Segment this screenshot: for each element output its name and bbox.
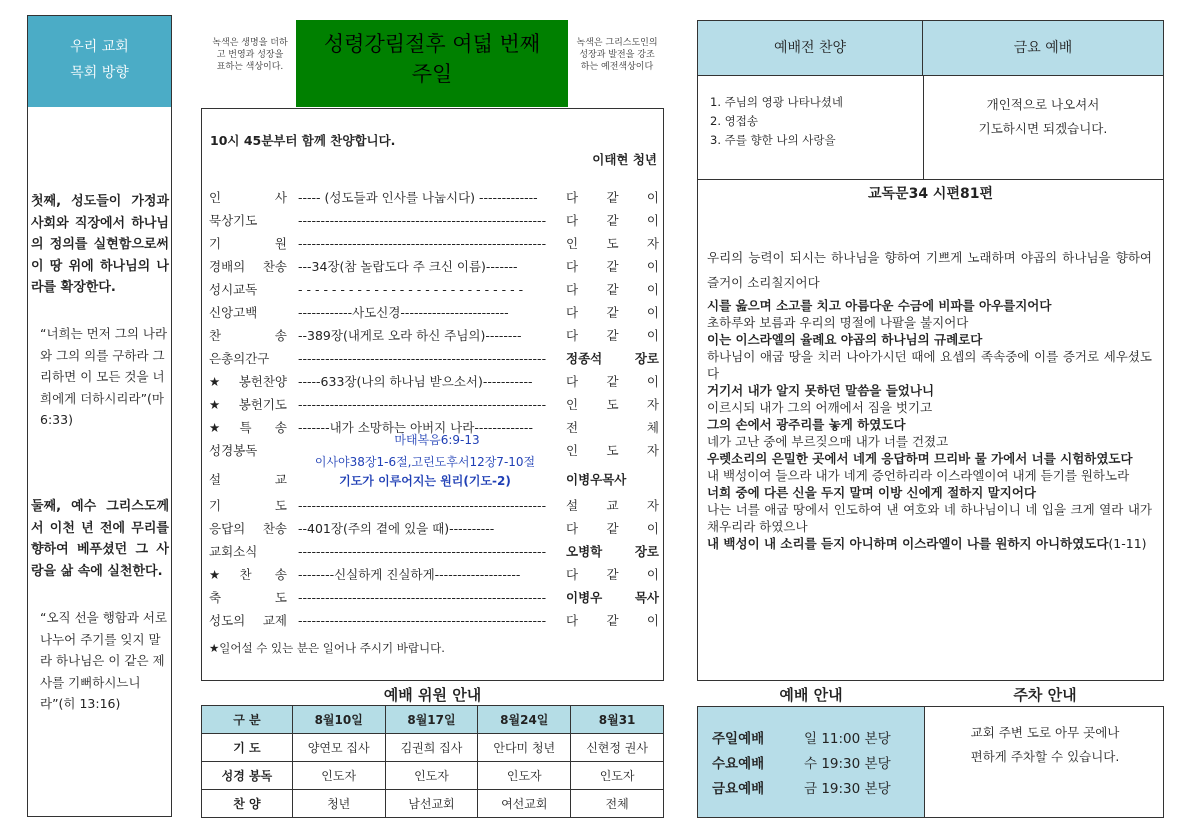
list-item: 1. 주님의 영광 나타나셨네 xyxy=(710,95,844,109)
green-note-left: 녹색은 생명을 더하고 번영과 성장을 표하는 색상이다. xyxy=(212,38,288,72)
order-row xyxy=(209,609,661,632)
psalm-line-text: 이르시되 내가 그의 어깨에서 짐을 벗기고 xyxy=(707,400,933,415)
title-line-2: 주일 xyxy=(411,62,453,86)
order-who: 다 같 이 xyxy=(566,259,659,274)
staff-cell: 여선교회 xyxy=(478,790,571,818)
church-direction-panel xyxy=(27,15,172,817)
order-row xyxy=(209,370,661,393)
service-name: 수요예배 xyxy=(712,756,765,772)
order-content: ------------------------------------------------------- xyxy=(298,613,547,628)
order-item: 은총의간구 xyxy=(209,351,270,366)
heading-line-2: 목회 방향 xyxy=(70,65,129,81)
direction-verse-1: “너희는 먼저 그의 나라와 그의 의를 구하라 그리하면 이 모든 것을 너희에게 더하시리라”(마 6:33) xyxy=(40,326,168,427)
psalm-line xyxy=(707,382,1152,399)
order-who: 다 같 이 xyxy=(566,374,659,389)
order-item: 신앙고백 xyxy=(209,305,258,320)
order-content: ------------------------------------------------------- xyxy=(298,590,547,605)
order-row xyxy=(209,393,661,416)
friday-worship-title: 금요 예배 xyxy=(923,21,1163,76)
psalm-line-text: 우렛소리의 은밀한 곳에서 네게 응답하며 므리바 물 가에서 너를 시험하였도다 xyxy=(707,451,1133,466)
order-row xyxy=(209,540,661,563)
direction-verse-2: “오직 선을 행함과 서로 나누어 주기를 잊지 말라 하나님은 이 같은 제사를 기뻐하시느니라”(히 13:16) xyxy=(40,610,168,711)
green-note-right: 녹색은 그리스도인의 성장과 발전을 강조하는 예전색상이다 xyxy=(576,38,658,72)
staff-cell: 인도자 xyxy=(292,762,385,790)
order-content: ------------------------------------------------------- xyxy=(298,351,547,366)
order-who: 다 같 이 xyxy=(566,521,659,536)
parking-line-2: 편하게 주차할 수 있습니다. xyxy=(970,749,1120,764)
worship-info-title: 예배 안내 xyxy=(779,686,843,704)
order-who: 다 같 이 xyxy=(566,613,659,628)
praise-leader: 이태현 청년 xyxy=(592,152,657,167)
church-direction-heading xyxy=(28,16,171,107)
order-row xyxy=(209,494,661,517)
order-row xyxy=(209,301,661,324)
heading-line-1: 우리 교회 xyxy=(70,39,129,55)
order-item: 인 사 xyxy=(209,190,287,205)
psalm-line-text: 시를 읊으며 소고를 치고 아름다운 수금에 비파를 아우를지어다 xyxy=(707,298,1052,313)
order-item: 성시교독 xyxy=(209,282,258,297)
direction-point-1: 첫째, 성도들이 가정과 사회와 직장에서 하나님의 정의를 실현함으로써 이 땅 위에 하나님의 나라를 확장한다. xyxy=(31,194,169,295)
friday-line-2: 기도하시면 되겠습니다. xyxy=(978,121,1108,136)
order-row xyxy=(209,324,661,347)
order-row xyxy=(209,563,661,586)
order-content: --401장(주의 곁에 있을 때)---------- xyxy=(298,521,495,536)
staff-cell: 안다미 청년 xyxy=(478,734,571,762)
order-content: ------------------------------------------------------- xyxy=(298,236,547,251)
order-who: 다 같 이 xyxy=(566,213,659,228)
psalm-line-text: 이는 이스라엘의 율례요 야곱의 하나님의 규례로다 xyxy=(707,332,983,347)
staff-cell: 김권희 집사 xyxy=(385,734,478,762)
order-row xyxy=(209,186,661,209)
psalm-line-text: 네가 고난 중에 부르짖으매 내가 너를 건졌고 xyxy=(707,434,949,449)
order-content: -------내가 소망하는 아버지 나라------------- xyxy=(298,420,533,435)
service-times xyxy=(698,707,925,817)
order-row xyxy=(209,347,661,370)
staff-cell: 인도자 xyxy=(385,762,478,790)
staff-header-cell: 8월17일 xyxy=(385,706,478,734)
staff-cell: 양연모 집사 xyxy=(292,734,385,762)
order-row xyxy=(209,517,661,540)
service-time: 금 19:30 본당 xyxy=(804,781,891,797)
order-who: 정종석 장로 xyxy=(566,351,659,366)
psalm-line-text: 내 백성이여 들으라 내가 네게 증언하리라 이스라엘이여 내게 듣기를 원하노라 xyxy=(707,468,1130,483)
order-content: - - - - - - - - - - - - - - - - - - - - - - - - - - - xyxy=(298,282,524,297)
staff-header-cell: 구 분 xyxy=(202,706,293,734)
staff-header-row xyxy=(202,706,664,734)
order-content: ------------------------------------------------------- xyxy=(298,544,547,559)
staff-cell: 신현정 권사 xyxy=(571,734,664,762)
order-row xyxy=(209,586,661,609)
order-row xyxy=(209,278,661,301)
order-content: ------------------------------------------------------- xyxy=(298,213,547,228)
order-content: ------------사도신경------------------------ xyxy=(298,305,509,320)
psalm-line-text: 내 백성이 내 소리를 듣지 아니하며 이스라엘이 나를 원하지 아니하였도다 xyxy=(707,536,1109,551)
right-panel xyxy=(697,20,1164,681)
worship-staff-table xyxy=(201,705,664,818)
scripture-reading-2: 이사야38장1-6절,고린도후서12장7-10절 xyxy=(314,455,536,469)
order-item: ★봉헌찬양 xyxy=(209,374,287,389)
service-name: 금요예배 xyxy=(712,781,765,797)
table-row xyxy=(202,762,664,790)
staff-header-cell: 8월24일 xyxy=(478,706,571,734)
staff-cell: 인도자 xyxy=(478,762,571,790)
order-content: ----- (성도들과 인사를 나눕시다) ------------- xyxy=(298,190,538,205)
table-row xyxy=(202,734,664,762)
order-who: 다 같 이 xyxy=(566,282,659,297)
order-who: 인 도 자 xyxy=(566,443,659,458)
order-content: --------신실하게 진실하게------------------- xyxy=(298,567,521,582)
service-wednesday xyxy=(712,752,891,772)
order-item: 묵상기도 xyxy=(209,213,258,228)
list-item: 2. 영접송 xyxy=(710,114,758,128)
psalm-line xyxy=(707,245,1152,295)
psalm-line-text: 초하루와 보름과 우리의 명절에 나팔을 불지어다 xyxy=(707,315,969,330)
pre-worship-title: 예배전 찬양 xyxy=(698,21,923,76)
psalm-line xyxy=(707,348,1152,382)
order-who: 오병학 장로 xyxy=(566,544,659,559)
order-item: 찬 송 xyxy=(209,328,287,343)
psalm-title: 교독문34 시편81편 xyxy=(868,186,993,202)
staff-title: 예배 위원 안내 xyxy=(383,686,482,704)
parking-line-1: 교회 주변 도로 아무 곳에나 xyxy=(970,725,1120,740)
order-content: --389장(내게로 오라 하신 주님의)-------- xyxy=(298,328,522,343)
order-item: 교회소식 xyxy=(209,544,258,559)
order-content: ------------------------------------------------------- xyxy=(298,397,547,412)
staff-header-cell: 8월31 xyxy=(571,706,664,734)
title-line-1: 성령강림절후 여덟 번째 xyxy=(323,32,541,56)
psalm-line-text: 하나님이 애굽 땅을 치러 나아가시던 때에 요셉의 족속중에 이를 증거로 세우셨도다 xyxy=(707,349,1152,381)
psalm-line-text: 그의 손에서 광주리를 놓게 하였도다 xyxy=(707,417,906,432)
order-of-worship xyxy=(201,108,664,681)
psalm-line xyxy=(707,450,1152,467)
staff-role: 성경 봉독 xyxy=(202,762,293,790)
service-sunday xyxy=(712,727,891,747)
psalm-line-text: 나는 너를 애굽 땅에서 인도하여 낸 여호와 네 하나님이니 네 입을 크게 열라 내가 채우리라 하였으나 xyxy=(707,502,1152,534)
parking-title: 주차 안내 xyxy=(1013,686,1077,704)
psalm-line xyxy=(707,467,1152,484)
responsive-reading xyxy=(707,245,1152,552)
order-who: 이병우 목사 xyxy=(566,590,659,605)
order-content: ---34장(참 놀랍도다 주 크신 이름)------- xyxy=(298,259,518,274)
staff-cell: 남선교회 xyxy=(385,790,478,818)
order-item: 성도의 교제 xyxy=(209,613,287,628)
order-who: 이병우목사 xyxy=(566,472,627,487)
order-item: ★특 송 xyxy=(209,420,287,435)
psalm-verse-range: (1-11) xyxy=(1108,536,1147,551)
friday-worship-text xyxy=(924,93,1162,141)
psalm-line-text: 거기서 내가 알지 못하던 말씀을 들었나니 xyxy=(707,383,935,398)
staff-cell: 전체 xyxy=(571,790,664,818)
staff-cell: 인도자 xyxy=(571,762,664,790)
order-who: 전 체 xyxy=(566,420,659,435)
psalm-line xyxy=(707,314,1152,331)
divider xyxy=(698,179,1163,180)
order-who: 다 같 이 xyxy=(566,328,659,343)
list-item: 3. 주를 향한 나의 사랑을 xyxy=(710,133,836,147)
order-item: ★봉헌기도 xyxy=(209,397,287,412)
stand-note: ★일어설 수 있는 분은 일어나 주시기 바랍니다. xyxy=(209,641,445,655)
order-item: 기 원 xyxy=(209,236,287,251)
pre-worship-songs xyxy=(710,93,843,150)
order-row xyxy=(209,232,661,255)
psalm-line xyxy=(707,501,1152,535)
order-who: 설 교 자 xyxy=(566,498,659,513)
psalm-line xyxy=(707,399,1152,416)
info-box xyxy=(697,706,1164,818)
friday-line-1: 개인적으로 나오셔서 xyxy=(986,97,1100,112)
direction-point-2: 둘째, 예수 그리스도께서 이천 년 전에 무리를 향하여 베푸셨던 그 사랑을 삶 속에 실천한다. xyxy=(31,499,169,579)
order-item: 응답의 찬송 xyxy=(209,521,287,536)
psalm-line xyxy=(707,416,1152,433)
staff-header-cell: 8월10일 xyxy=(292,706,385,734)
order-item: 경배의 찬송 xyxy=(209,259,287,274)
order-who: 다 같 이 xyxy=(566,190,659,205)
order-item: ★찬 송 xyxy=(209,567,287,582)
staff-cell: 청년 xyxy=(292,790,385,818)
service-time: 수 19:30 본당 xyxy=(804,756,891,772)
order-item: 축 도 xyxy=(209,590,287,605)
parking-text xyxy=(926,721,1164,769)
service-name: 주일예배 xyxy=(712,731,765,747)
psalm-line xyxy=(707,484,1152,501)
order-who: 인 도 자 xyxy=(566,397,659,412)
order-who: 인 도 자 xyxy=(566,236,659,251)
order-content: ------------------------------------------------------- xyxy=(298,498,547,513)
staff-role: 기 도 xyxy=(202,734,293,762)
order-item: 설 교 xyxy=(209,472,287,487)
service-time: 일 11:00 본당 xyxy=(804,731,891,747)
psalm-line xyxy=(707,297,1152,314)
order-item: 성경봉독 xyxy=(209,443,258,458)
order-row xyxy=(209,209,661,232)
page-title xyxy=(296,20,568,107)
scripture-reading-1: 마태복음6:9-13 xyxy=(394,433,480,447)
order-item: 기 도 xyxy=(209,498,287,513)
staff-role: 찬 양 xyxy=(202,790,293,818)
table-row xyxy=(202,790,664,818)
order-content: -----633장(나의 하나님 받으소서)----------- xyxy=(298,374,533,389)
order-row xyxy=(209,255,661,278)
psalm-line-text: 너희 중에 다른 신을 두지 말며 이방 신에게 절하지 말지어다 xyxy=(707,485,1036,500)
order-who: 다 같 이 xyxy=(566,567,659,582)
sermon-title: 기도가 이루어지는 원리(기도-2) xyxy=(339,474,511,488)
praise-intro: 10시 45분부터 함께 찬양합니다. xyxy=(210,133,396,148)
psalm-line-text: 우리의 능력이 되시는 하나님을 향하여 기쁘게 노래하며 야곱의 하나님을 향하여 즐거이 소리칠지어다 xyxy=(707,250,1152,290)
psalm-line xyxy=(707,433,1152,450)
service-friday xyxy=(712,777,891,797)
psalm-line xyxy=(707,535,1152,552)
order-who: 다 같 이 xyxy=(566,305,659,320)
psalm-line xyxy=(707,331,1152,348)
